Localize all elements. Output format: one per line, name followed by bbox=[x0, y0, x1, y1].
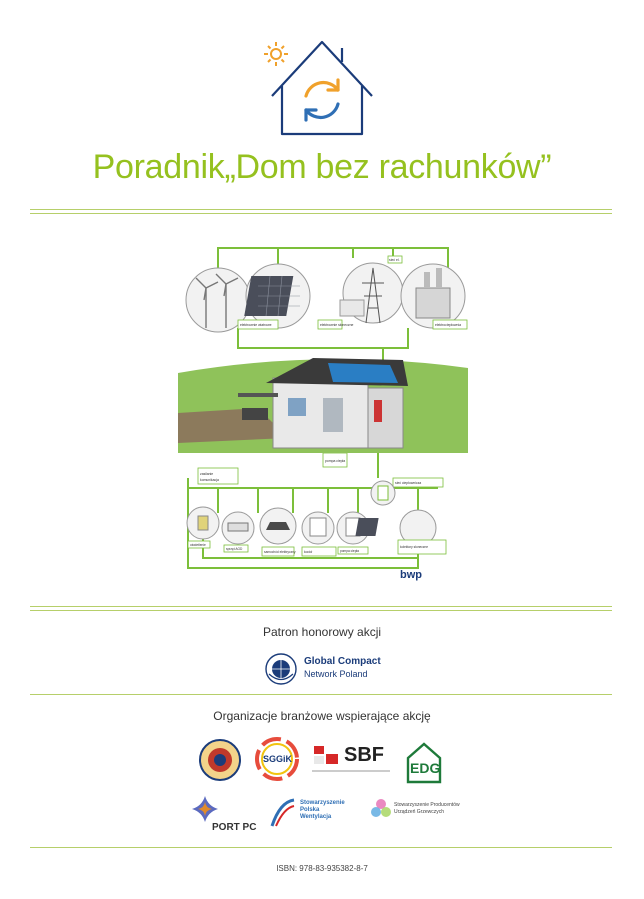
label-solar: elektrownie słoneczne bbox=[320, 323, 354, 327]
org-logo-portpc bbox=[186, 794, 257, 836]
pl3-flower-icon bbox=[370, 798, 392, 820]
org-logo-sggik bbox=[254, 736, 300, 782]
label-appliances: sprzęt AGD bbox=[226, 547, 243, 551]
portpc-star-icon bbox=[190, 794, 220, 824]
portpc-text: PORT PC bbox=[212, 822, 257, 833]
divider bbox=[30, 606, 612, 611]
patron-label: Patron honorowy akcji bbox=[262, 625, 382, 639]
org-logo-sbf bbox=[312, 744, 392, 778]
label-network: sieć ciepłownicza bbox=[395, 481, 422, 485]
global-compact-sub: Network Poland bbox=[304, 669, 368, 679]
publisher-logo: bwp bbox=[400, 569, 422, 581]
label-comm: komunikacja bbox=[200, 478, 219, 482]
un-emblem-icon bbox=[264, 652, 298, 686]
divider bbox=[30, 847, 612, 848]
pl3-text: Stowarzyszenie Producentów Urządzeń Grzewczych bbox=[394, 802, 460, 815]
label-lighting: oświetlenie bbox=[190, 543, 206, 547]
car-icon bbox=[266, 522, 290, 530]
divider bbox=[30, 209, 612, 214]
label-wind: elektrownie wiatrowe bbox=[240, 323, 272, 327]
edg-text: EDG bbox=[410, 760, 441, 776]
orgs-label: Organizacje branżowe wspierające akcję bbox=[213, 709, 431, 723]
global-compact-name: Global Compact bbox=[304, 656, 381, 667]
energy-diagram bbox=[178, 238, 468, 588]
org-logo-pl3 bbox=[370, 796, 460, 830]
label-supply: zasilanie bbox=[200, 472, 214, 476]
sbf-subline bbox=[312, 770, 390, 772]
org-logo-seal bbox=[198, 738, 242, 782]
isbn: ISBN: 978-83-935382-8-7 bbox=[276, 864, 368, 873]
label-boiler: pompa ciepła bbox=[325, 459, 346, 463]
label-grid: sieć el. bbox=[389, 258, 400, 262]
divider bbox=[30, 694, 612, 695]
vent-swoosh-icon bbox=[270, 798, 296, 828]
label-boiler-small: kocioł bbox=[304, 550, 313, 554]
sbf-text: SBF bbox=[344, 744, 384, 766]
vent-text: Stowarzyszenie Polska Wentylacja bbox=[300, 800, 345, 820]
house-logo-icon bbox=[262, 38, 382, 138]
label-plant: elektrociepłownia bbox=[435, 323, 462, 327]
label-collectors: kolektory słoneczne bbox=[400, 545, 428, 549]
sbf-flag-icon bbox=[312, 744, 340, 768]
global-compact-logo bbox=[262, 652, 392, 684]
label-ev: samochód elektryczny bbox=[264, 550, 296, 554]
recycle-arrows-icon bbox=[306, 80, 338, 120]
sun-icon bbox=[264, 42, 288, 66]
seal-icon bbox=[198, 738, 242, 782]
label-heat-pump: pompa ciepła bbox=[340, 549, 359, 553]
page-title: Poradnik„Dom bez rachunków” bbox=[92, 148, 552, 186]
org-logo-vent bbox=[270, 798, 350, 830]
org-logo-edg bbox=[404, 740, 444, 784]
sggik-text: SGGiK bbox=[263, 754, 293, 764]
bulb-icon bbox=[198, 516, 208, 530]
